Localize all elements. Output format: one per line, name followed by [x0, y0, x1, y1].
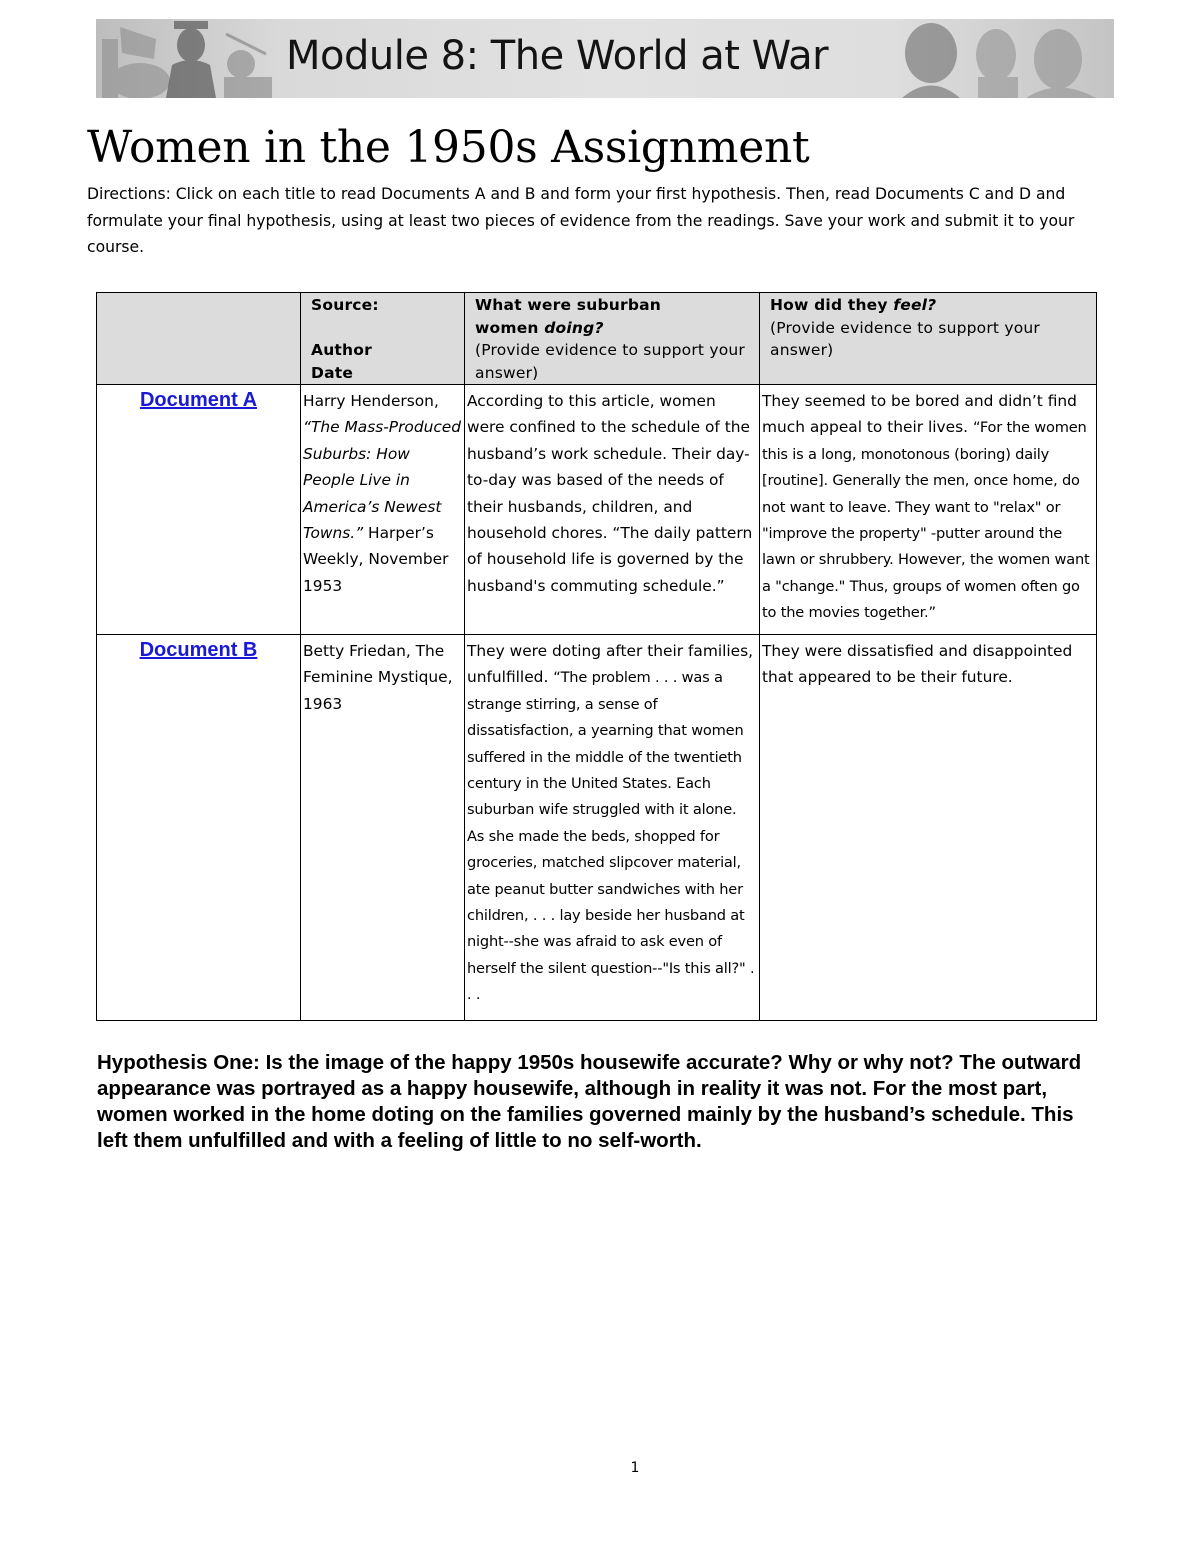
- module-banner: [96, 19, 1114, 98]
- document-a-author: Harry Henderson,: [303, 392, 439, 410]
- evidence-table: [96, 292, 1097, 1021]
- document-b-feel-summary: They were dissatisfied and disappointed that appeared to be their future.: [762, 642, 1073, 687]
- banner-title: Module 8: The World at War: [286, 33, 829, 79]
- header-doing-question-2: women: [475, 318, 545, 337]
- document-a-source-cell: [301, 385, 465, 635]
- header-source-label: Source:: [311, 296, 379, 314]
- hypothesis-one-answer: Hypothesis One: Is the image of the happy 1950s housewife accurate? Why or why not? The outward appearance was portrayed as a happy housewife, although in reality it was not. For the most part, women worked in the home doting on the families governed mainly by the husband’s schedule. This left them unfulfilled and with a feeling of little to no self-worth.: [97, 1051, 1082, 1152]
- page-title: Women in the 1950s Assignment: [87, 122, 810, 173]
- header-feel-question-2: feel?: [893, 296, 937, 314]
- document-a-publication: Harper’s Weekly, November 1953: [303, 524, 449, 595]
- table-header-row: [97, 293, 1097, 385]
- header-doing-hint: (Provide evidence to support your answer): [475, 341, 745, 382]
- document-a-feel-quote: “For the women this is a long, monotonous (boring) daily [routine]. Generally the men, once home, do not want to leave. They want to "relax" or "improve the property" -putter around the lawn or shrubbery. However, the women want a "change." Thus, groups of women often go to the movies together.”: [762, 419, 1090, 622]
- table-row: [97, 635, 1097, 1021]
- document-b-link[interactable]: Document B: [139, 639, 258, 661]
- document-b-doing-quote: “The problem . . . was a strange stirring, a sense of dissatisfaction, a yearning that women suffered in the middle of the twentieth century in the United States. Each suburban wife struggled with it alone. As she made the beds, shopped for groceries, matched slipcover material, ate peanut butter sandwiches with her children, . . . lay beside her husband at night--she was afraid to ask even of herself the silent question--"Is this all?" . . .: [467, 669, 755, 1004]
- header-source-cell: [301, 293, 465, 385]
- document-a-link-cell: [97, 385, 301, 635]
- document-a-doing-quote: “The daily pattern of household life is governed by the husband's commuting schedule.”: [467, 524, 753, 595]
- page-number: 1: [630, 1460, 640, 1476]
- document-b-source: Betty Friedan, The Feminine Mystique, 1963: [303, 642, 453, 713]
- document-a-feel-cell: [760, 385, 1097, 635]
- document-a-doing-cell: [465, 385, 760, 635]
- document-b-doing-summary: They were doting after their families, unfulfilled.: [467, 642, 754, 687]
- table-row: [97, 385, 1097, 635]
- document-b-feel-cell: [760, 635, 1097, 1021]
- document-b-link-cell: [97, 635, 301, 1021]
- document-a-link[interactable]: Document A: [139, 389, 258, 411]
- document-a-feel-summary: They seemed to be bored and didn’t find much appeal to their lives.: [762, 392, 1077, 437]
- header-feel-hint: (Provide evidence to support your answer): [770, 318, 1040, 359]
- header-blank-cell: [97, 293, 301, 385]
- document-b-source-cell: [301, 635, 465, 1021]
- document-b-doing-cell: [465, 635, 760, 1021]
- document-a-article-title: “The Mass-Produced Suburbs: How People Live in America’s Newest Towns.”: [303, 418, 462, 543]
- header-author-label: Author: [311, 341, 372, 359]
- header-date-label: Date: [311, 363, 354, 382]
- header-doing-cell: [465, 293, 760, 385]
- header-feel-cell: [760, 293, 1097, 385]
- header-doing-question-3: doing?: [544, 318, 604, 337]
- header-doing-question-1: What were suburban: [475, 296, 662, 314]
- header-feel-question-1: How did they: [770, 296, 894, 314]
- document-a-doing-summary: According to this article, women were confined to the schedule of the husband’s work schedule. Their day-to-day was based of the needs of their husbands, children, and household chores.: [467, 392, 750, 543]
- directions-text: Directions: Click on each title to read Documents A and B and form your first hypothesis. Then, read Documents C and D and formulate your final hypothesis, using at least two pieces of evidence from the readings. Save your work and submit it to your course.: [87, 185, 1075, 256]
